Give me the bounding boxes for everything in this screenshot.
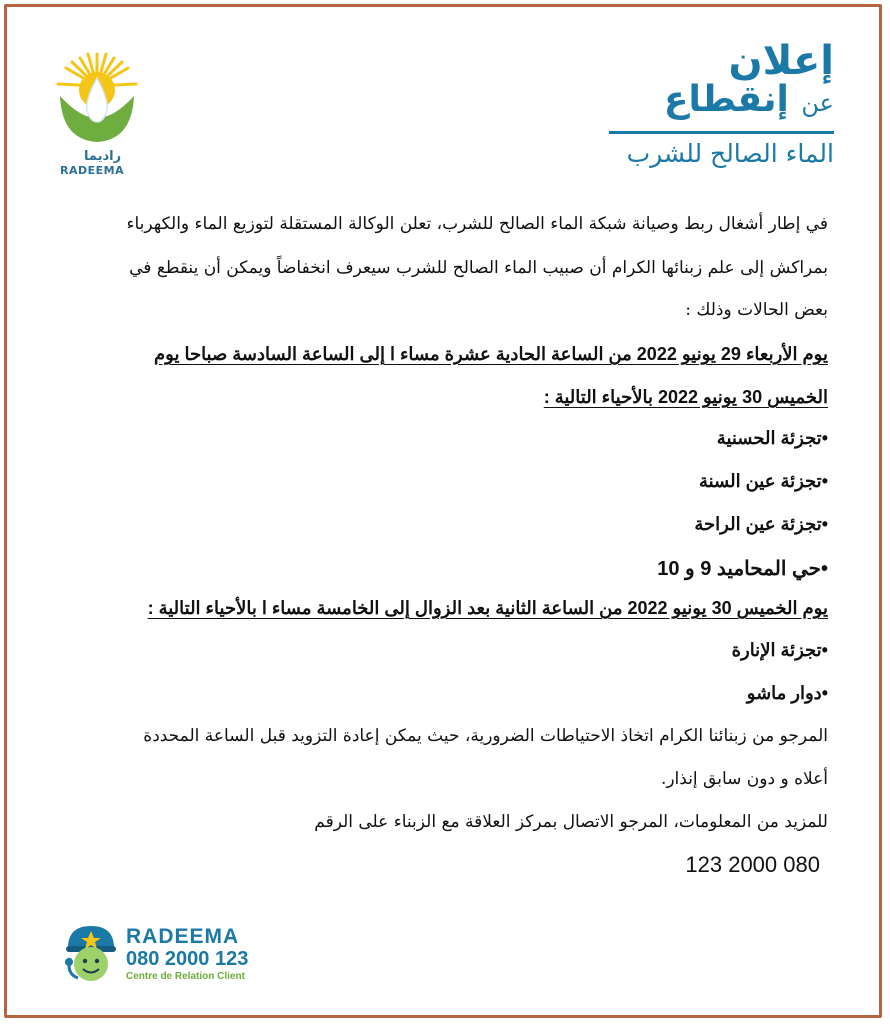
notice-line-2: أعلاه و دون سابق إنذار. <box>660 769 828 789</box>
center-brand-name: RADEEMA <box>126 925 240 948</box>
radeema-logo <box>52 48 142 178</box>
area-1-item: •تجزئة الحسنية <box>716 428 828 448</box>
title-line-2-prefix: عن <box>801 89 834 117</box>
customer-center-logo <box>60 914 270 994</box>
area-1-item: •تجزئة عين السنة <box>698 471 828 491</box>
notice-line-1: المرجو من زبنائنا الكرام اتخاذ الاحتياطات الضرورية، حيث يمكن إعادة التزويد قبل الساعة المحددة <box>143 726 828 746</box>
logo-arabic-name: راديما <box>84 149 122 164</box>
intro-line-3: بعض الحالات وذلك : <box>685 300 828 320</box>
area-2-item: •تجزئة الإنارة <box>731 640 828 660</box>
center-subtitle: Centre de Relation Client <box>126 971 245 982</box>
period-1-line-2: الخميس 30 يونيو 2022 بالأحياء التالية : <box>543 387 828 407</box>
area-2-item: •دوار ماشو <box>746 683 828 703</box>
title-line-3: الماء الصالح للشرب <box>626 139 834 168</box>
announcement-title <box>594 40 834 174</box>
title-line-2 <box>594 79 834 121</box>
contact-phone: 080 2000 123 <box>685 852 820 877</box>
title-line-2-word: إنقطاع <box>663 79 789 120</box>
period-2-line: يوم الخميس 30 يونيو 2022 من الساعة الثانية بعد الزوال إلى الخامسة مساء ا بالأحياء التالية : <box>147 598 828 618</box>
center-brand <box>126 926 248 984</box>
mascot-icon <box>60 918 122 988</box>
area-1-item: •حي المحاميد 9 و 10 <box>657 558 828 580</box>
intro-line-2: بمراكش إلى علم زبنائها الكرام أن صبيب الماء الصالح للشرب سيعرف انخفاضاً ويمكن أن ينقطع في <box>129 258 828 278</box>
period-1-line-1: يوم الأربعاء 29 يونيو 2022 من الساعة الحادية عشرة مساء ا إلى الساعة السادسة صباحا يوم <box>154 344 828 364</box>
title-line-1: إعلان <box>728 38 834 84</box>
center-phone: 080 2000 123 <box>126 948 249 970</box>
sun-drop-icon <box>52 48 142 148</box>
area-1-item: •تجزئة عين الراحة <box>694 514 828 534</box>
logo-latin-name: RADEEMA <box>60 164 125 177</box>
intro-line-1: في إطار أشغال ربط وصيانة شبكة الماء الصالح للشرب، تعلن الوكالة المستقلة لتوزيع الماء والكهرباء <box>126 214 828 234</box>
contact-line: للمزيد من المعلومات، المرجو الاتصال بمركز العلاقة مع الزبناء على الرقم <box>314 812 828 832</box>
